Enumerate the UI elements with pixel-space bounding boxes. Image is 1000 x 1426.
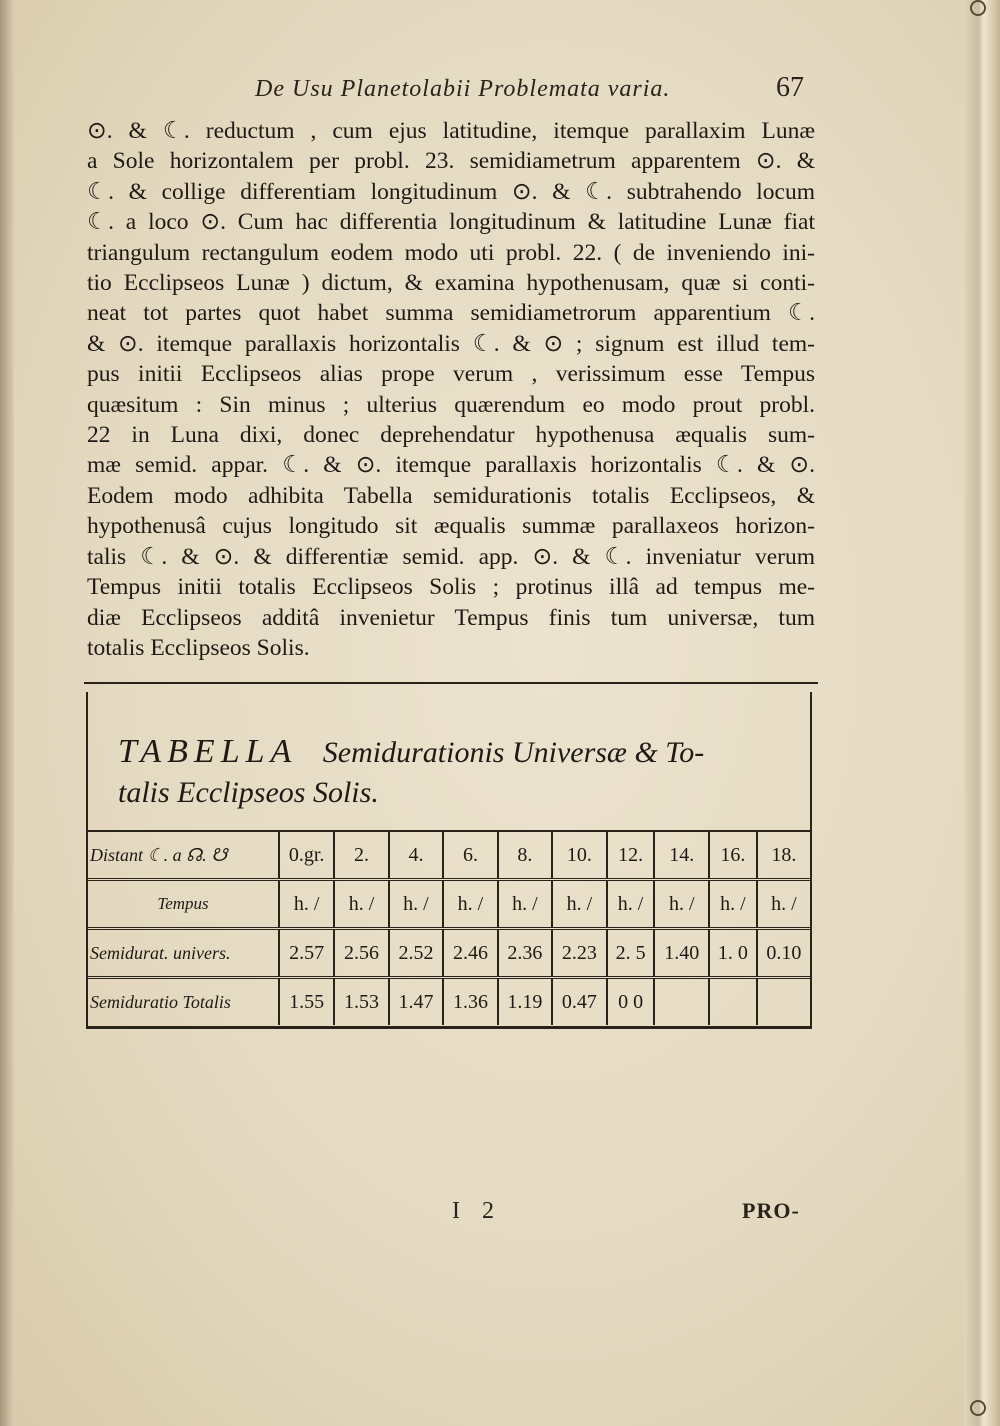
table-cell: h. / xyxy=(552,880,606,929)
table-cell: h. / xyxy=(389,880,443,929)
table-cell: 0.47 xyxy=(552,978,606,1026)
table-cell: 2. 5 xyxy=(607,929,655,978)
table-cell: 6. xyxy=(443,831,497,880)
page-edge xyxy=(964,0,1000,1426)
table-cell: 1.40 xyxy=(654,929,708,978)
edge-ring-icon xyxy=(970,1400,986,1416)
table-cell: h. / xyxy=(709,880,757,929)
table-row xyxy=(88,831,810,880)
semiduration-table-box xyxy=(86,692,812,1029)
text-line: neat tot partes quot habet summa semidiametrorum apparentium ☾. xyxy=(87,300,815,327)
text-line: tio Ecclipseos Lunæ ) dictum, & examina hypothenusam, quæ si conti- xyxy=(87,270,815,297)
semiduration-table xyxy=(88,830,810,1025)
table-title-lead: TABELLA xyxy=(118,733,298,770)
table-cell: 1.19 xyxy=(498,978,552,1026)
table-cell: h. / xyxy=(498,880,552,929)
table-cell: 2.56 xyxy=(334,929,388,978)
table-cell: 0.gr. xyxy=(279,831,334,880)
semiduration-table-frame xyxy=(84,682,818,1034)
table-cell: 4. xyxy=(389,831,443,880)
table-cell xyxy=(654,978,708,1026)
table-cell: 2.36 xyxy=(498,929,552,978)
row-label: Distant ☾. a ☊. ☋ xyxy=(88,831,279,880)
table-row xyxy=(88,978,810,1026)
text-line: totalis Ecclipseos Solis. xyxy=(87,634,310,661)
table-cell: 1.36 xyxy=(443,978,497,1026)
table-row xyxy=(88,929,810,978)
table-cell: 18. xyxy=(757,831,810,880)
row-label: Tempus xyxy=(88,880,279,929)
table-cell: h. / xyxy=(443,880,497,929)
text-line: hypothenusâ cujus longitudo sit æqualis summæ parallaxeos horizon- xyxy=(87,513,815,540)
row-label: Semiduratio Totalis xyxy=(88,978,279,1026)
table-cell xyxy=(709,978,757,1026)
running-head: De Usu Planetolabii Problemata varia. xyxy=(255,76,671,102)
body-paragraph xyxy=(87,116,815,663)
text-line: ☾. & collige differentiam longitudinum ⊙. & ☾. subtrahendo locum xyxy=(87,178,815,205)
table-cell: h. / xyxy=(279,880,334,929)
table-cell: 2.23 xyxy=(552,929,606,978)
table-cell: 2.46 xyxy=(443,929,497,978)
table-cell: 1.53 xyxy=(334,978,388,1026)
text-line: 22 in Luna dixi, donec deprehendatur hypothenusa æqualis sum- xyxy=(87,422,815,449)
catchword: PRO- xyxy=(742,1198,800,1223)
table-title-line2: talis Ecclipseos Solis. xyxy=(118,776,379,809)
page-gutter xyxy=(0,0,14,1426)
table-cell: 14. xyxy=(654,831,708,880)
table-cell xyxy=(757,978,810,1026)
text-line: ☾. a loco ⊙. Cum hac differentia longitudinum & latitudine Lunæ fiat xyxy=(87,209,815,236)
table-cell: 0.10 xyxy=(757,929,810,978)
signature-mark: I 2 xyxy=(452,1198,502,1224)
table-cell: 2.52 xyxy=(389,929,443,978)
table-cell: 12. xyxy=(607,831,655,880)
row-label: Semidurat. univers. xyxy=(88,929,279,978)
text-line: Eodem modo adhibita Tabella semidurationis totalis Ecclipseos, & xyxy=(87,482,815,509)
table-cell: h. / xyxy=(757,880,810,929)
table-cell: 1.47 xyxy=(389,978,443,1026)
table-cell: h. / xyxy=(607,880,655,929)
text-line: diæ Ecclipseos additâ invenietur Tempus finis tum universæ, tum xyxy=(87,604,815,631)
table-cell: h. / xyxy=(654,880,708,929)
table-title-rest: Semidurationis Universæ & To- xyxy=(322,736,705,769)
table-cell: 10. xyxy=(552,831,606,880)
text-line: & ⊙. itemque parallaxis horizontalis ☾. & ⊙ ; signum est illud tem- xyxy=(87,330,815,357)
table-body xyxy=(88,831,810,1025)
table-cell: h. / xyxy=(334,880,388,929)
table-cell: 2. xyxy=(334,831,388,880)
text-line: Tempus initii totalis Ecclipseos Solis ; protinus illâ ad tempus me- xyxy=(87,574,815,601)
text-line: pus initii Ecclipseos alias prope verum , verissimum esse Tempus xyxy=(87,361,815,388)
table-cell: 8. xyxy=(498,831,552,880)
text-line: mæ semid. appar. ☾. & ⊙. itemque parallaxis horizontalis ☾. & ⊙. xyxy=(87,452,815,479)
table-cell: 2.57 xyxy=(279,929,334,978)
text-line: ⊙. & ☾. reductum , cum ejus latitudine, itemque parallaxim Lunæ xyxy=(87,118,815,144)
text-line: a Sole horizontalem per probl. 23. semidiametrum apparentem ⊙. & xyxy=(87,148,815,175)
table-cell: 16. xyxy=(709,831,757,880)
text-line: triangulum rectangulum eodem modo uti probl. 22. ( de inveniendo ini- xyxy=(87,239,815,266)
text-line: quæsitum : Sin minus ; ulterius quærendum eo modo prout probl. xyxy=(87,391,815,418)
text-line: talis ☾. & ⊙. & differentiæ semid. app. ⊙. & ☾. inveniatur verum xyxy=(87,543,815,570)
table-row xyxy=(88,880,810,929)
edge-ring-icon xyxy=(970,0,986,16)
table-cell: 0 0 xyxy=(607,978,655,1026)
table-cell: 1.55 xyxy=(279,978,334,1026)
table-title xyxy=(118,732,798,813)
table-cell: 1. 0 xyxy=(709,929,757,978)
page-number: 67 xyxy=(776,72,804,103)
